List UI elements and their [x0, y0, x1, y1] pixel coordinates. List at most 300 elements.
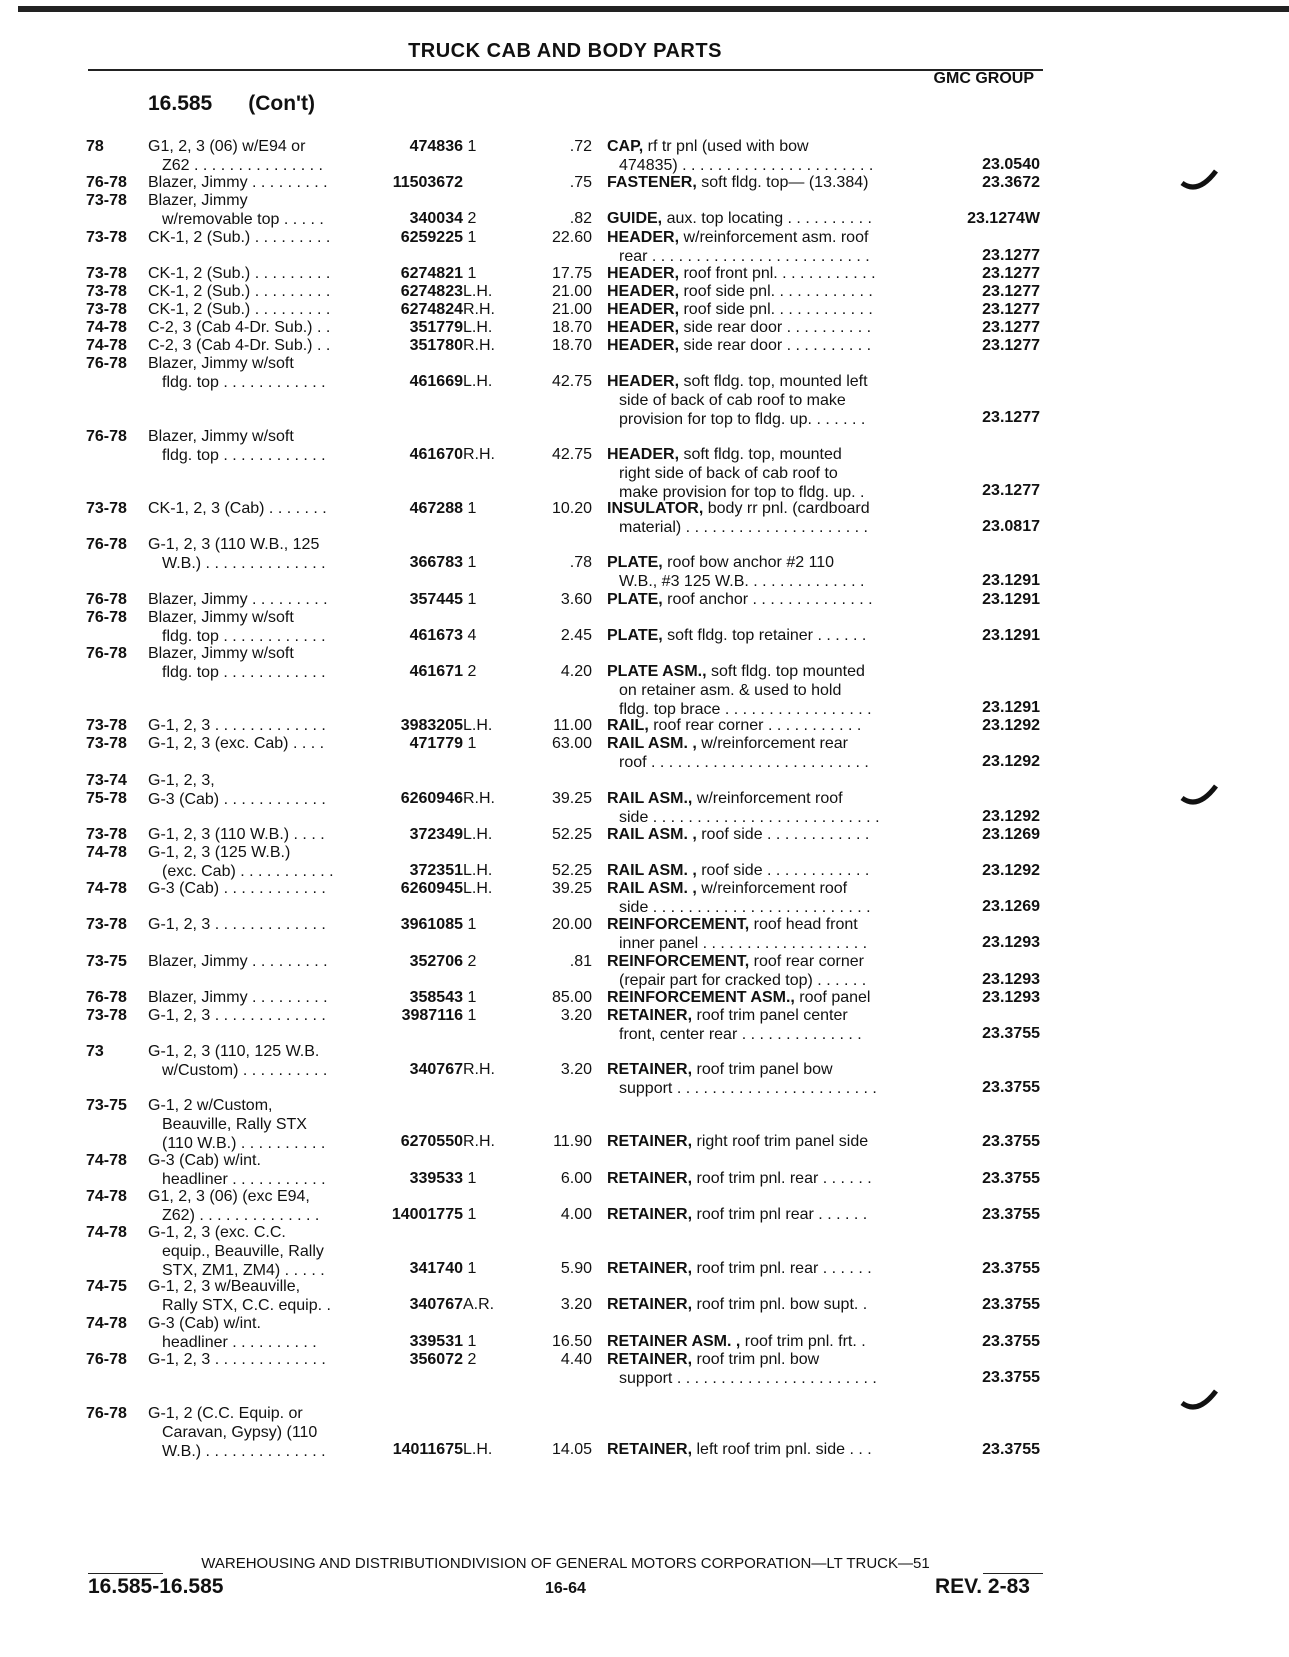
checkmark-icon — [1180, 780, 1220, 810]
model-line: G-1, 2, 3 . . . . . . . . . . . . . — [148, 916, 326, 934]
description — [607, 173, 927, 192]
price: 39.25 — [551, 880, 592, 898]
model-line: headliner . . . . . . . . . . — [162, 1333, 317, 1351]
part-name: RAIL ASM. , — [607, 861, 697, 879]
part-name: HEADER, — [607, 282, 680, 300]
model-line: G-1, 2, 3 (125 W.B.) — [148, 843, 291, 861]
table-row — [0, 1314, 1289, 1350]
quantity: 1 — [467, 1205, 477, 1223]
description-line: rear . . . . . . . . . . . . . . . . . . . . . . . . . — [619, 247, 870, 265]
part-name: RAIL ASM., — [607, 789, 693, 807]
description-line: 474835) . . . . . . . . . . . . . . . . . . . . . . — [619, 157, 874, 174]
table-row — [0, 1151, 1289, 1187]
part-name: HEADER, — [607, 228, 680, 246]
part-name: RETAINER, — [607, 1260, 693, 1278]
part-number: 6270550 — [400, 1133, 463, 1151]
footer-range: 16.585-16.585 — [88, 1575, 224, 1598]
description-line: FASTENER, soft fldg. top— (13.384) — [607, 174, 869, 192]
model-application — [148, 644, 326, 682]
table-row — [0, 1350, 1289, 1404]
model-line: G-1, 2, 3 w/Beauville, — [148, 1278, 301, 1296]
quantity: 1 — [467, 264, 477, 282]
description-line: PLATE, roof anchor . . . . . . . . . . . . . . — [607, 590, 873, 608]
description-line: HEADER, roof front pnl. . . . . . . . . . . . — [607, 264, 876, 282]
group-number: 23.3755 — [982, 1260, 1040, 1278]
footer-revision: REV. 2-83 — [935, 1575, 1030, 1598]
part-number: 474836 — [409, 138, 463, 155]
model-application — [148, 843, 334, 881]
part-number: 6274821 — [400, 264, 463, 282]
price: 3.20 — [560, 1061, 592, 1079]
year-range: 74-78 — [86, 319, 127, 336]
part-name: HEADER, — [607, 445, 680, 463]
group-number: 23.1292 — [982, 861, 1040, 879]
description-line: roof . . . . . . . . . . . . . . . . . . . . . . . . . — [619, 754, 869, 772]
checkmark-icon — [1180, 1385, 1220, 1415]
description-line: RETAINER, roof trim pnl. rear . . . . . . — [607, 1260, 872, 1278]
description-line: right side of back of cab roof to — [619, 464, 838, 482]
part-name: FASTENER, — [607, 174, 697, 192]
model-application — [148, 535, 326, 573]
description — [607, 662, 927, 719]
checkmark-icon — [1180, 165, 1220, 195]
description-line: REINFORCEMENT, roof head front — [607, 916, 858, 934]
group-number: 23.3672 — [982, 174, 1040, 192]
model-application — [148, 336, 330, 355]
group-number: 23.1277 — [982, 481, 1040, 499]
model-line: Caravan, Gypsy) (110 — [162, 1424, 318, 1441]
description — [607, 879, 927, 917]
quantity: 1 — [467, 590, 477, 608]
group-number: 23.1277 — [982, 300, 1040, 318]
price: 39.25 — [551, 789, 592, 807]
description — [607, 264, 927, 283]
model-application — [148, 771, 326, 809]
year-range: 74-78 — [86, 337, 127, 355]
year-range: 74-78 — [86, 1187, 127, 1205]
part-name: RAIL ASM. , — [607, 735, 697, 753]
footer-division-text: WAREHOUSING AND DISTRIBUTIONDIVISION OF GENERAL MOTORS CORPORATION—LT TRUCK—51 — [201, 1555, 930, 1572]
model-application — [148, 734, 324, 753]
quantity: L.H. — [463, 717, 493, 735]
group-number: 23.1277 — [982, 246, 1040, 264]
table-row — [0, 1404, 1289, 1458]
section-continued: (Con't) — [248, 92, 316, 115]
group-number: 23.1277 — [982, 319, 1040, 336]
section-number: 16.585 — [148, 92, 213, 115]
model-application — [148, 228, 330, 247]
group-number: 23.3755 — [982, 1133, 1040, 1151]
part-number: 3983205 — [400, 717, 463, 735]
description-line: HEADER, w/reinforcement asm. roof — [607, 228, 869, 246]
group-number: 23.1274W — [967, 210, 1040, 228]
year-range: 74-78 — [86, 1314, 127, 1332]
year-range: 74-78 — [86, 880, 127, 898]
model-line: (110 W.B.) . . . . . . . . . . — [162, 1135, 326, 1153]
table-row — [0, 228, 1289, 264]
model-line: Blazer, Jimmy . . . . . . . . . — [148, 174, 328, 192]
year-range: 74-78 — [86, 1151, 127, 1169]
model-application — [148, 318, 330, 337]
description — [607, 825, 927, 844]
table-row — [0, 952, 1289, 988]
model-application — [148, 427, 326, 465]
section-heading — [148, 92, 315, 116]
model-application — [148, 1404, 326, 1461]
model-line: headliner . . . . . . . . . . . — [162, 1170, 326, 1188]
table-row — [0, 1006, 1289, 1042]
group-number: 23.3755 — [982, 1332, 1040, 1350]
model-application — [148, 988, 328, 1007]
part-name: RAIL ASM. , — [607, 880, 697, 898]
part-name: RETAINER, — [607, 1133, 693, 1151]
part-number: 339531 — [409, 1332, 463, 1350]
description-line: W.B., #3 125 W.B. . . . . . . . . . . . . . — [619, 573, 865, 591]
model-line: CK-1, 2 (Sub.) . . . . . . . . . — [148, 228, 331, 246]
price: .75 — [569, 174, 592, 192]
description — [607, 734, 927, 772]
model-line: G-1, 2 (C.C. Equip. or — [148, 1405, 303, 1422]
model-application — [148, 879, 326, 898]
model-line: G-1, 2, 3 (110 W.B., 125 — [148, 536, 320, 554]
quantity: 4 — [467, 626, 477, 644]
model-application — [148, 1277, 331, 1315]
group-number: 23.3755 — [982, 1368, 1040, 1386]
year-range: 74-78 — [86, 1224, 127, 1241]
model-application — [148, 590, 328, 609]
year-range: 76-78 — [86, 1350, 127, 1368]
year-range: 74-78 — [86, 843, 127, 861]
part-number: 3961085 — [400, 916, 463, 934]
table-row — [0, 716, 1289, 734]
model-line: Blazer, Jimmy w/soft — [148, 355, 294, 373]
model-line: G-1, 2, 3, — [148, 771, 215, 789]
description — [607, 861, 927, 880]
model-line: G-1, 2, 3 (exc. C.C. — [148, 1224, 286, 1241]
description — [607, 952, 927, 990]
price: 2.45 — [560, 626, 592, 644]
year-range: 73-75 — [86, 1097, 127, 1115]
part-number: 366783 — [409, 554, 463, 572]
price: 4.20 — [560, 662, 592, 680]
footer-rule-right — [983, 1573, 1043, 1574]
description-line: HEADER, soft fldg. top, mounted left — [607, 373, 868, 391]
group-number: 23.0540 — [982, 156, 1040, 174]
top-border — [18, 6, 1289, 12]
description-line: side of back of cab roof to make — [619, 392, 846, 410]
table-row — [0, 843, 1289, 879]
price: 42.75 — [551, 373, 592, 391]
quantity: 1 — [467, 138, 477, 155]
description-line: provision for top to fldg. up. . . . . . . — [619, 411, 866, 429]
model-application — [148, 191, 324, 229]
part-name: RETAINER, — [607, 1296, 693, 1314]
model-line: equip., Beauville, Rally — [162, 1243, 324, 1260]
description-line: support . . . . . . . . . . . . . . . . . . . . . . . — [619, 1369, 877, 1387]
model-line: CK-1, 2 (Sub.) . . . . . . . . . — [148, 264, 331, 282]
part-number: 356072 — [409, 1350, 463, 1368]
part-number: 6260946 — [400, 789, 463, 807]
part-number: 372351 — [409, 861, 463, 879]
model-line: Beauville, Rally STX — [162, 1116, 307, 1134]
part-name: RETAINER, — [607, 1169, 693, 1187]
model-line: fldg. top . . . . . . . . . . . . — [162, 663, 326, 681]
group-number: 23.3755 — [982, 1205, 1040, 1223]
quantity: 1 — [467, 500, 477, 517]
description-line: RAIL, roof rear corner . . . . . . . . . . . — [607, 717, 862, 735]
quantity: 1 — [467, 1006, 477, 1024]
model-line: G1, 2, 3 (06) (exc E94, — [148, 1187, 310, 1205]
description — [607, 137, 927, 175]
model-line: C-2, 3 (Cab 4-Dr. Sub.) . . — [148, 319, 331, 336]
model-line: G-3 (Cab) . . . . . . . . . . . . — [148, 790, 326, 808]
part-number: 372349 — [409, 825, 463, 843]
price: 10.20 — [551, 500, 592, 517]
group-number: 23.1277 — [982, 264, 1040, 282]
model-line: w/removable top . . . . . — [162, 211, 324, 229]
part-number: 339533 — [409, 1169, 463, 1187]
quantity: 2 — [467, 952, 477, 970]
description-line: INSULATOR, body rr pnl. (cardboard — [607, 500, 870, 517]
description-line: RETAINER, right roof trim panel side — [607, 1133, 869, 1151]
model-line: G-3 (Cab) w/int. — [148, 1314, 261, 1332]
model-line: CK-1, 2 (Sub.) . . . . . . . . . — [148, 300, 331, 318]
group-number: 23.1293 — [982, 970, 1040, 988]
price: 52.25 — [551, 861, 592, 879]
price: 21.00 — [551, 282, 592, 300]
part-name: RETAINER, — [607, 1061, 693, 1079]
description-line: RETAINER, roof trim pnl. bow — [607, 1350, 820, 1368]
model-line: Blazer, Jimmy . . . . . . . . . — [148, 590, 328, 608]
model-line: Blazer, Jimmy w/soft — [148, 608, 294, 626]
model-line: W.B.) . . . . . . . . . . . . . . — [162, 1443, 326, 1460]
description — [607, 1295, 927, 1314]
model-line: G-1, 2, 3 . . . . . . . . . . . . . — [148, 1006, 326, 1024]
table-row — [0, 644, 1289, 716]
description-line: side . . . . . . . . . . . . . . . . . . . . . . . . . — [619, 899, 871, 917]
year-range: 73-78 — [86, 1006, 127, 1024]
group-number: 23.1291 — [982, 572, 1040, 590]
model-line: w/Custom) . . . . . . . . . . — [162, 1062, 328, 1079]
year-range: 73-78 — [86, 717, 127, 735]
description — [607, 1259, 927, 1278]
part-name: GUIDE, — [607, 210, 663, 228]
page-title: TRUCK CAB AND BODY PARTS — [408, 40, 722, 62]
description-line: REINFORCEMENT, roof rear corner — [607, 952, 864, 970]
part-number: 14011675 — [392, 1441, 463, 1459]
description — [607, 1060, 927, 1098]
model-line: G-3 (Cab) w/int. — [148, 1151, 261, 1169]
description-line: HEADER, roof side pnl. . . . . . . . . . . . — [607, 300, 873, 318]
group-number: 23.3755 — [982, 1296, 1040, 1314]
quantity: 1 — [467, 1260, 477, 1278]
part-number: 351779 — [409, 319, 463, 336]
model-application — [148, 137, 323, 175]
description-line: front, center rear . . . . . . . . . . . . . . — [619, 1025, 862, 1043]
description-line: RAIL ASM. , roof side . . . . . . . . . . . . — [607, 825, 870, 843]
description-line: HEADER, roof side pnl. . . . . . . . . . . . — [607, 282, 873, 300]
price: .82 — [569, 210, 592, 228]
year-range: 73-78 — [86, 282, 127, 300]
model-application — [148, 1314, 317, 1352]
quantity: R.H. — [463, 1133, 495, 1151]
quantity: L.H. — [463, 1441, 493, 1459]
group-label: GMC GROUP — [933, 70, 1034, 87]
description-line: REINFORCEMENT ASM., roof panel — [607, 988, 871, 1006]
description-line: PLATE, soft fldg. top retainer . . . . . . — [607, 626, 867, 644]
description-line: (repair part for cracked top) . . . . . . — [619, 971, 867, 989]
description-line: RETAINER, roof trim pnl. rear . . . . . . — [607, 1169, 872, 1187]
quantity: 2 — [467, 1350, 477, 1368]
part-name: REINFORCEMENT, — [607, 916, 750, 934]
quantity: 1 — [467, 916, 477, 934]
table-row — [0, 771, 1289, 825]
model-line: Blazer, Jimmy . . . . . . . . . — [148, 988, 328, 1006]
table-row — [0, 427, 1289, 499]
table-row — [0, 173, 1289, 191]
price: 11.00 — [553, 717, 592, 735]
price: 3.60 — [560, 590, 592, 608]
group-number: 23.1277 — [982, 282, 1040, 300]
year-range: 76-78 — [86, 590, 127, 608]
part-name: RETAINER, — [607, 1350, 693, 1368]
part-number: 6259225 — [400, 228, 463, 246]
model-application — [148, 952, 328, 971]
group-number: 23.3755 — [982, 1024, 1040, 1042]
model-line: G-1, 2, 3 . . . . . . . . . . . . . — [148, 717, 326, 735]
model-application — [148, 1151, 326, 1189]
year-range: 73-78 — [86, 916, 127, 934]
model-application — [148, 716, 326, 735]
part-number: 467288 — [409, 500, 463, 517]
description-line: RETAINER, roof trim panel center — [607, 1006, 848, 1024]
model-line: Blazer, Jimmy . . . . . . . . . — [148, 952, 328, 970]
group-number: 23.1291 — [982, 626, 1040, 644]
part-name: RETAINER, — [607, 1441, 693, 1459]
quantity: 1 — [467, 554, 477, 572]
model-line: STX, ZM1, ZM4) . . . . . — [162, 1262, 325, 1279]
model-application — [148, 1096, 325, 1153]
table-row — [0, 282, 1289, 300]
model-line: Blazer, Jimmy w/soft — [148, 427, 294, 445]
price: 5.90 — [560, 1260, 592, 1278]
year-range: 73-74 — [86, 771, 127, 789]
group-number: 23.1292 — [982, 717, 1040, 735]
model-application — [148, 608, 326, 646]
part-number: 11503672 — [392, 174, 463, 192]
description — [607, 789, 927, 827]
model-application — [148, 264, 330, 283]
table-row — [0, 734, 1289, 770]
part-number: 14001775 — [391, 1205, 463, 1223]
year-range: 73-75 — [86, 952, 127, 970]
footer-page-number: 16-64 — [545, 1580, 586, 1597]
table-row — [0, 879, 1289, 915]
quantity: L.H. — [463, 880, 493, 898]
model-line: G-1, 2, 3 . . . . . . . . . . . . . — [148, 1350, 326, 1368]
model-line: G-1, 2 w/Custom, — [148, 1097, 273, 1115]
model-application — [148, 1006, 326, 1025]
description — [607, 1332, 927, 1351]
model-line: Z62) . . . . . . . . . . . . . . — [162, 1206, 320, 1224]
description-line: CAP, rf tr pnl (used with bow — [607, 138, 809, 155]
table-row — [0, 354, 1289, 429]
year-range: 73-78 — [86, 300, 127, 318]
part-name: HEADER, — [607, 264, 680, 282]
model-line: Z62 . . . . . . . . . . . . . . . — [162, 157, 323, 174]
price: 6.00 — [560, 1169, 592, 1187]
model-application — [148, 1350, 326, 1369]
price: 63.00 — [551, 735, 592, 753]
table-row — [0, 915, 1289, 951]
model-line: G-1, 2, 3 (110, 125 W.B. — [148, 1043, 320, 1060]
model-application — [148, 300, 330, 319]
quantity: L.H. — [463, 319, 493, 336]
model-line: Blazer, Jimmy w/soft — [148, 644, 294, 662]
description-line: GUIDE, aux. top locating . . . . . . . . . . — [607, 210, 872, 228]
year-range: 76-78 — [86, 1405, 127, 1422]
price: 21.00 — [551, 300, 592, 318]
quantity: 1 — [467, 228, 477, 246]
description — [607, 915, 927, 953]
description — [607, 372, 927, 429]
group-number: 23.1277 — [982, 409, 1040, 427]
group-number: 23.1269 — [982, 898, 1040, 916]
part-name: CAP, — [607, 138, 644, 155]
model-line: CK-1, 2 (Sub.) . . . . . . . . . — [148, 282, 331, 300]
table-row — [0, 1187, 1289, 1223]
description-line: PLATE, roof bow anchor #2 110 — [607, 554, 835, 572]
quantity: 1 — [467, 1332, 477, 1350]
part-name: PLATE, — [607, 590, 663, 608]
description-line: RAIL ASM. , w/reinforcement roof — [607, 880, 848, 898]
description — [607, 716, 927, 735]
model-application — [148, 825, 325, 844]
group-number: 23.3755 — [982, 1079, 1040, 1097]
price: 42.75 — [551, 445, 592, 463]
group-number: 23.1292 — [982, 753, 1040, 771]
table-row — [0, 608, 1289, 644]
description-line: RAIL ASM. , roof side . . . . . . . . . . . . — [607, 861, 870, 879]
description-line: HEADER, side rear door . . . . . . . . . . — [607, 319, 872, 336]
description-line: material) . . . . . . . . . . . . . . . . . . . . . — [619, 519, 868, 536]
year-range: 76-78 — [86, 644, 127, 662]
part-number: 461673 — [409, 626, 463, 644]
part-name: RETAINER ASM. , — [607, 1332, 741, 1350]
description-line: fldg. top brace . . . . . . . . . . . . . . . . . — [619, 700, 872, 718]
model-line: fldg. top . . . . . . . . . . . . — [162, 627, 326, 645]
table-row — [0, 499, 1289, 535]
description-line: RAIL ASM., w/reinforcement roof — [607, 789, 843, 807]
footer-line — [88, 1555, 1043, 1572]
description — [607, 626, 927, 645]
model-line: C-2, 3 (Cab 4-Dr. Sub.) . . — [148, 337, 331, 355]
quantity: 2 — [467, 210, 477, 228]
model-application — [148, 282, 330, 301]
table-row — [0, 1277, 1289, 1313]
part-name: REINFORCEMENT, — [607, 952, 750, 970]
description-line: side . . . . . . . . . . . . . . . . . . . . . . . . . . — [619, 808, 880, 826]
group-number: 23.1293 — [982, 934, 1040, 952]
price: 3.20 — [560, 1006, 592, 1024]
model-line: Blazer, Jimmy — [148, 192, 248, 210]
model-line: W.B.) . . . . . . . . . . . . . . — [162, 555, 326, 573]
part-number: 461669 — [409, 373, 463, 391]
table-row — [0, 1096, 1289, 1153]
table-row — [0, 191, 1289, 227]
part-name: RAIL ASM. , — [607, 825, 697, 843]
model-application — [148, 915, 326, 934]
